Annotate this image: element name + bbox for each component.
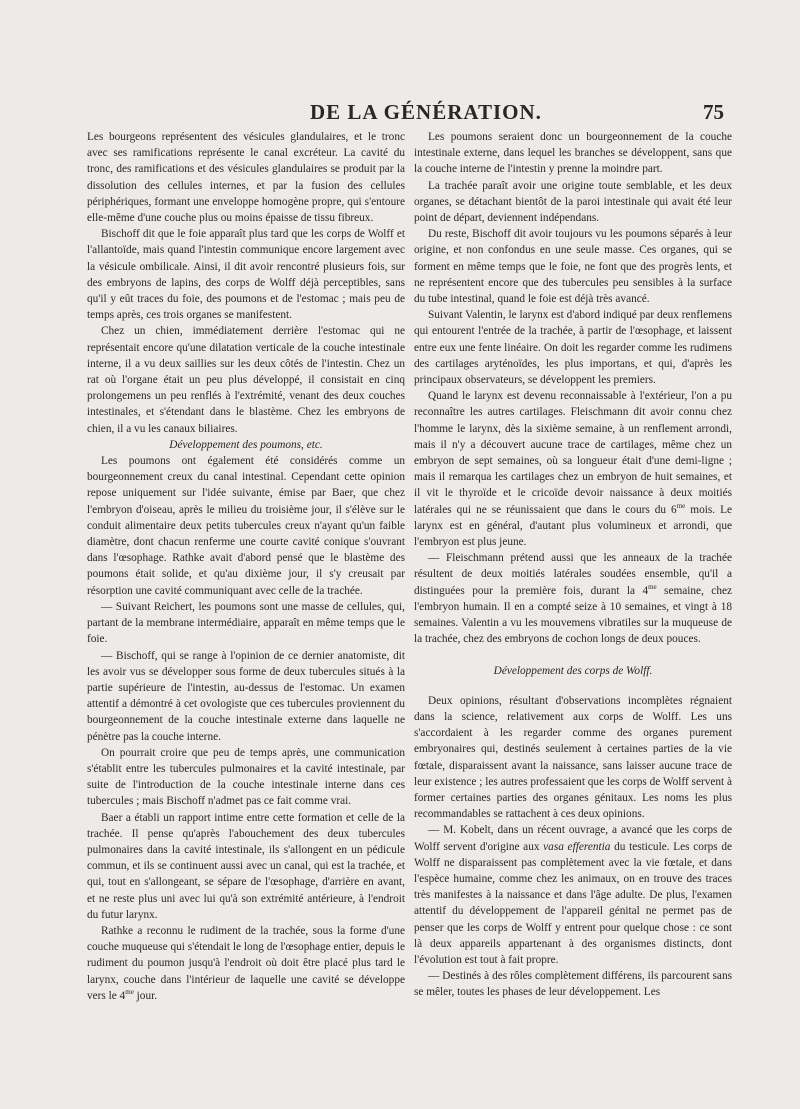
paragraph: La trachée paraît avoir une origine toute semblable, et les deux organes, se détachant bientôt de la paroi intestinale qui avait été leur point de départ, deviennent indépendans. [414, 179, 732, 225]
text-run: — M. Kobelt, dans un récent ouvrage, a avancé que les corps de Wolff servent d'origine aux [414, 824, 732, 853]
superscript: me [125, 988, 134, 996]
paragraph: Baer a établi un rapport intime entre cette formation et celle de la trachée. Il pense qu'après l'abouchement des deux tubercules pulmonaires dans la cavité intestinale, ils s'allongent en un pédicule commun, et ils se continuent aussi avec un canal, qui est la trachée, et qui, tout en s'allongeant, se sépare de l'œsophage, d'arrière en avant, et ne reste plus uni avec lui qu'à son extrémité antérieure, à l'endroit du futur larynx. [87, 811, 405, 921]
paragraph: — Bischoff, qui se range à l'opinion de ce dernier anatomiste, dit les avoir vus se développer sous forme de deux tubercules situés à la partie supérieure de l'intestin, au-dessus de l'estomac. Un examen attentif a démontré à cet ovologiste que ces tubercules proviennent du bourgeonnement de la couche intestinale externe dans laquelle ne pénètre pas la couche interne. [87, 649, 405, 743]
paragraph: — Destinés à des rôles complètement différens, ils parcourent sans se mêler, toutes les phases de leur développement. Les [414, 970, 732, 999]
paragraph: On pourrait croire que peu de temps après, une communication s'établit entre les tubercules pulmonaires et la cavité intestinale, par suite de l'introduction de la couche intestinale interne dans ces tubercules ; mais Bischoff n'admet pas ce fait comme vrai. [87, 746, 405, 808]
left-column [87, 129, 405, 1004]
paragraph: Les poumons seraient donc un bourgeonnement de la couche intestinale externe, dans lequel les branches se développent, sans que la couche interne de l'intestin y prenne la moindre part. [414, 131, 732, 176]
emphasis: vasa efferentia [543, 840, 611, 853]
text-run: — Fleischmann prétend aussi que les anneaux de la trachée résultent de deux moitiés latérales soudées ensemble, qu'il a distinguées pour la première fois, durant la 4 [414, 552, 732, 597]
text-run: Rathke a reconnu le rudiment de la trachée, sous la forme d'une couche muqueuse qui s'étendait le long de l'œsophage entier, depuis le rudiment du poumon jusqu'à l'endroit où doit être placé plus tard le larynx, couche dans l'intérieur de laquelle une cavité se développe vers le 4 [87, 924, 405, 1002]
paragraph [414, 550, 732, 647]
text-run: jour. [133, 989, 158, 1002]
text-run: semaine, chez l'embryon humain. Il en a compté seize à 10 semaines, et vingt à 18 semaines. Valentin a vu les mouvemens vibratiles sur la muqueuse de la trachée, chez des embryons de cochon longs de deux pouces. [414, 584, 732, 646]
section-heading: Développement des corps de Wolff. [493, 664, 653, 677]
text-run: du testicule. Les corps de Wolff ne disparaissent pas complètement avec la vie fœtale, et dans l'espèce humaine, comme chez les animaux, on en trouve des traces très manifestes à la naissance et dans l'âge adulte. De plus, l'examen attentif du développement de l'appareil génital ne permet pas de penser que les corps de Wolff y entrent pour quelque chose : ce sont là deux appareils appartenant à des organismes distincts, dont l'évolution est tout à fait propre. [414, 840, 733, 966]
paragraph: Les poumons ont également été considérés comme un bourgeonnement creux du canal intestinal. Cependant cette opinion repose uniquement sur l'idée suivante, émise par Baer, que chez l'embryon d'oiseau, après le milieu du troisième jour, il s'élève sur le conduit alimentaire deux petits tubercules creux n'ayant qu'un faible diamètre, dont chacun renferme une courte cavité conique s'ouvrant dans l'œsophage. Rathke avait d'abord pensé que le blastème des poumons était solide, et qu'au dixième jour, il s'y creusait par résorption une cavité communiquant avec celle de la trachée. [87, 455, 405, 597]
paragraph [87, 923, 405, 1004]
paragraph: Les bourgeons représentent des vésicules glandulaires, et le tronc avec ses ramifications représente le canal excréteur. La cavité du tronc, des ramifications et des vésicules glandulaires se produit par la dissolution des cellules internes, et par la fusion des cellules périphériques, formant une enveloppe homogène propre, qui s'entoure elle-même d'une couche plus ou moins épaisse de tissu fibreux. [87, 131, 405, 225]
paragraph [414, 388, 732, 550]
paragraph: Chez un chien, immédiatement derrière l'estomac qui ne représentait encore qu'une dilatation verticale de la couche intestinale interne, il a vu deux saillies sur les deux côtés de l'intestin. Chez un rat où l'organe était un peu plus développé, il consistait en cinq prolongemens un peu renflés à l'extrémité, venant des deux couches intestinales, et s'étendant dans le blastème. Chez les embryons de chien, il a vu les canaux biliaires. [87, 325, 405, 435]
text-run: mois. Le larynx est en général, d'autant plus volumineux et arrondi, que l'embryon est plus jeune. [414, 503, 732, 549]
superscript: me [676, 501, 686, 510]
paragraph: Bischoff dit que le foie apparaît plus tard que les corps de Wolff et l'allantoïde, mais quand l'intestin communique encore largement avec la vésicule ombilicale. Ainsi, il dit avoir rencontré plusieurs fois, sur des embryons de lapins, des corps de Wolff déjà perceptibles, sans qu'il y eût traces du foie, des poumons et de l'estomac ; mais peu de temps après, ces trois organes se manifestent. [87, 228, 405, 322]
paragraph: Deux opinions, résultant d'observations incomplètes régnaient dans la science, relativement aux corps de Wolff. Les uns s'accordaient à les regarder comme des organes purement embryonaires qui, destinés seulement à certaines parties de la vie fœtale, disparaissent avant la naissance, sans laisser aucune trace de leur existence ; les autres professaient que les corps de Wolff servent à former certaines parties des organes génitaux. Les noms les plus recommandables se rattachent à ces deux opinions. [414, 694, 733, 821]
paragraph: Suivant Valentin, le larynx est d'abord indiqué par deux renflemens qui entourent l'entrée de la trachée, à partir de l'œsophage, et laissent entre eux une fente linéaire. On doit les regarder comme les rudimens des cartilages aryténoïdes, les plus importans, et qui, d'après les principaux observateurs, se développent les premiers. [414, 309, 732, 387]
superscript: me [648, 582, 657, 591]
paragraph [414, 822, 732, 968]
paragraph: Du reste, Bischoff dit avoir toujours vu les poumons séparés à leur origine, et non confondus en une seule masse. Ces organes, qui se forment en même temps que le foie, ne font que des progrès lents, et ne représentent encore que des tubercules peu sensibles à la surface du tube intestinal, quand le foie est déjà très avancé. [414, 228, 732, 306]
running-title: DE LA GÉNÉRATION. [310, 100, 542, 124]
right-column [414, 129, 732, 1001]
paragraph: — Suivant Reichert, les poumons sont une masse de cellules, qui, partant de la membrane intermédiaire, apparaît en même temps que le foie. [87, 600, 405, 646]
text-run: Quand le larynx est devenu reconnaissable à l'extérieur, l'on a pu reconnaître les autres cartilages. Fleischmann dit avoir connu chez l'homme le larynx, dès la sixième semaine, à un renflement arrondi, mais il n'y a découvert aucune trace de cartilages, même chez un embryon de sept semaines, où sa longueur était d'une demi-ligne ; mais il remarqua les cartilages chez un embryon de huit semaines, et il vit le thyroïde et le cricoïde devoir naissance à deux moitiés latérales qui ne se réunissaient que dans le cours du 6 [414, 390, 732, 516]
section-heading: Développement des poumons, etc. [169, 438, 323, 451]
page-number: 75 [703, 100, 724, 124]
page-header [0, 100, 800, 130]
